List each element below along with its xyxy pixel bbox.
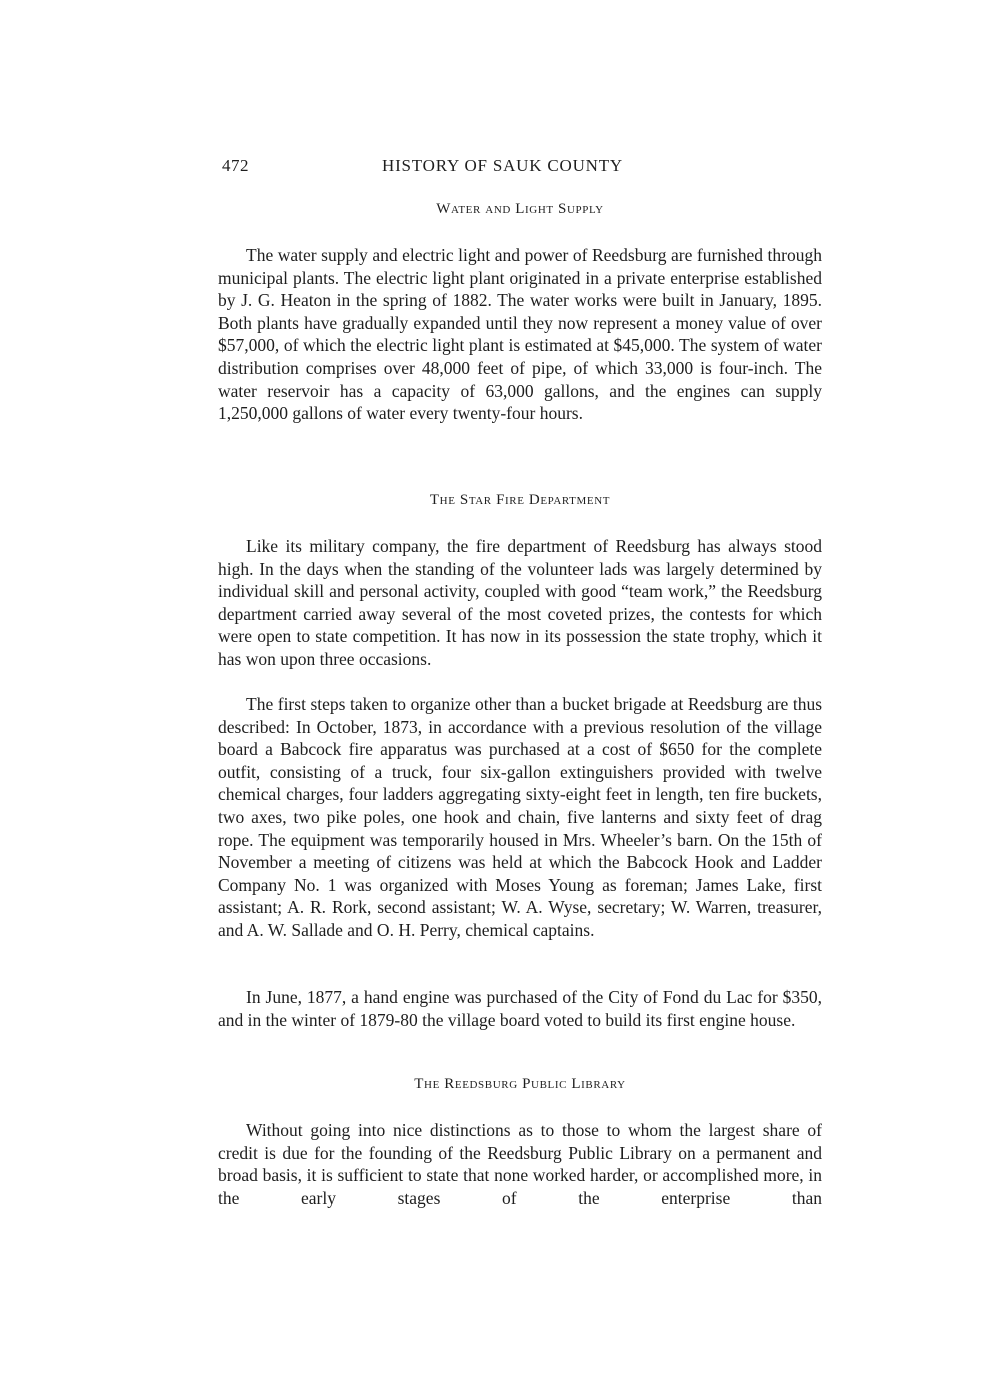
paragraph-fire-department-organization: The first steps taken to organize other than a bucket brigade at Reedsburg are thus described: In October, 1873, in accordance with a previous resolution of the village board a Babcock fire apparatus was purchased at a cost of $650 for the complete outfit, consisting of a truck, four six-gallon extinguishers provided with twelve chemical charges, four ladders aggregating sixty-eight feet in length, ten fire buckets, two axes, two pike poles, one hook and chain, five lanterns and sixty feet of drag rope. The equipment was temporarily housed in Mrs. Wheeler’s barn. On the 15th of November a meeting of citizens was held at which the Babcock Hook and Ladder Company No. 1 was organized with Moses Young as foreman; James Lake, first assistant; A. R. Rork, second assistant; W. A. Wyse, secretary; W. Warren, treasurer, and A. W. Sallade and O. H. Perry, chemical captains. xyxy=(218,694,822,940)
paragraph-fire-department-reputation: Like its military company, the fire department of Reedsburg has always stood high. In the days when the standing of the volunteer lads was largely determined by individual skill and personal activity, coupled with good “team work,” the Reedsburg department carried away several of the most coveted prizes, the contests for which were open to state competition. It has now in its possession the state trophy, which it has won upon three occasions. xyxy=(218,536,822,669)
section-heading-reedsburg-public-library: The Reedsburg Public Library xyxy=(414,1076,626,1092)
running-head xyxy=(222,156,668,180)
paragraph-public-library: Without going into nice distinctions as to those to whom the largest share of credit is due for the founding of the Reedsburg Public Library on a permanent and broad basis, it is sufficient to state that none worked harder, or accomplished more, in the early stages of the enterprise than xyxy=(218,1120,822,1208)
section-heading-star-fire-department: The Star Fire Department xyxy=(429,492,611,508)
paragraph-hand-engine: In June, 1877, a hand engine was purchased of the City of Fond du Lac for $350, and in the winter of 1879-80 the village board voted to build its first engine house. xyxy=(218,987,822,1030)
book-title: HISTORY OF SAUK COUNTY xyxy=(382,156,623,175)
section-heading-water-and-light-supply: Water and Light Supply xyxy=(436,201,604,217)
paragraph-water-supply: The water supply and electric light and power of Reedsburg are furnished through municipal plants. The electric light plant originated in a private enterprise established by J. G. Heaton in the spring of 1882. The water works were built in January, 1895. Both plants have gradually expanded until they now represent a money value of over $57,000, of which the electric light plant is estimated at $45,000. The system of water distribution comprises over 48,000 feet of pipe, of which 33,000 is four-inch. The water reservoir has a capacity of 63,000 gallons, and the engines can supply 1,250,000 gallons of water every twenty-four hours. xyxy=(218,245,822,424)
page-number: 472 xyxy=(222,156,249,175)
